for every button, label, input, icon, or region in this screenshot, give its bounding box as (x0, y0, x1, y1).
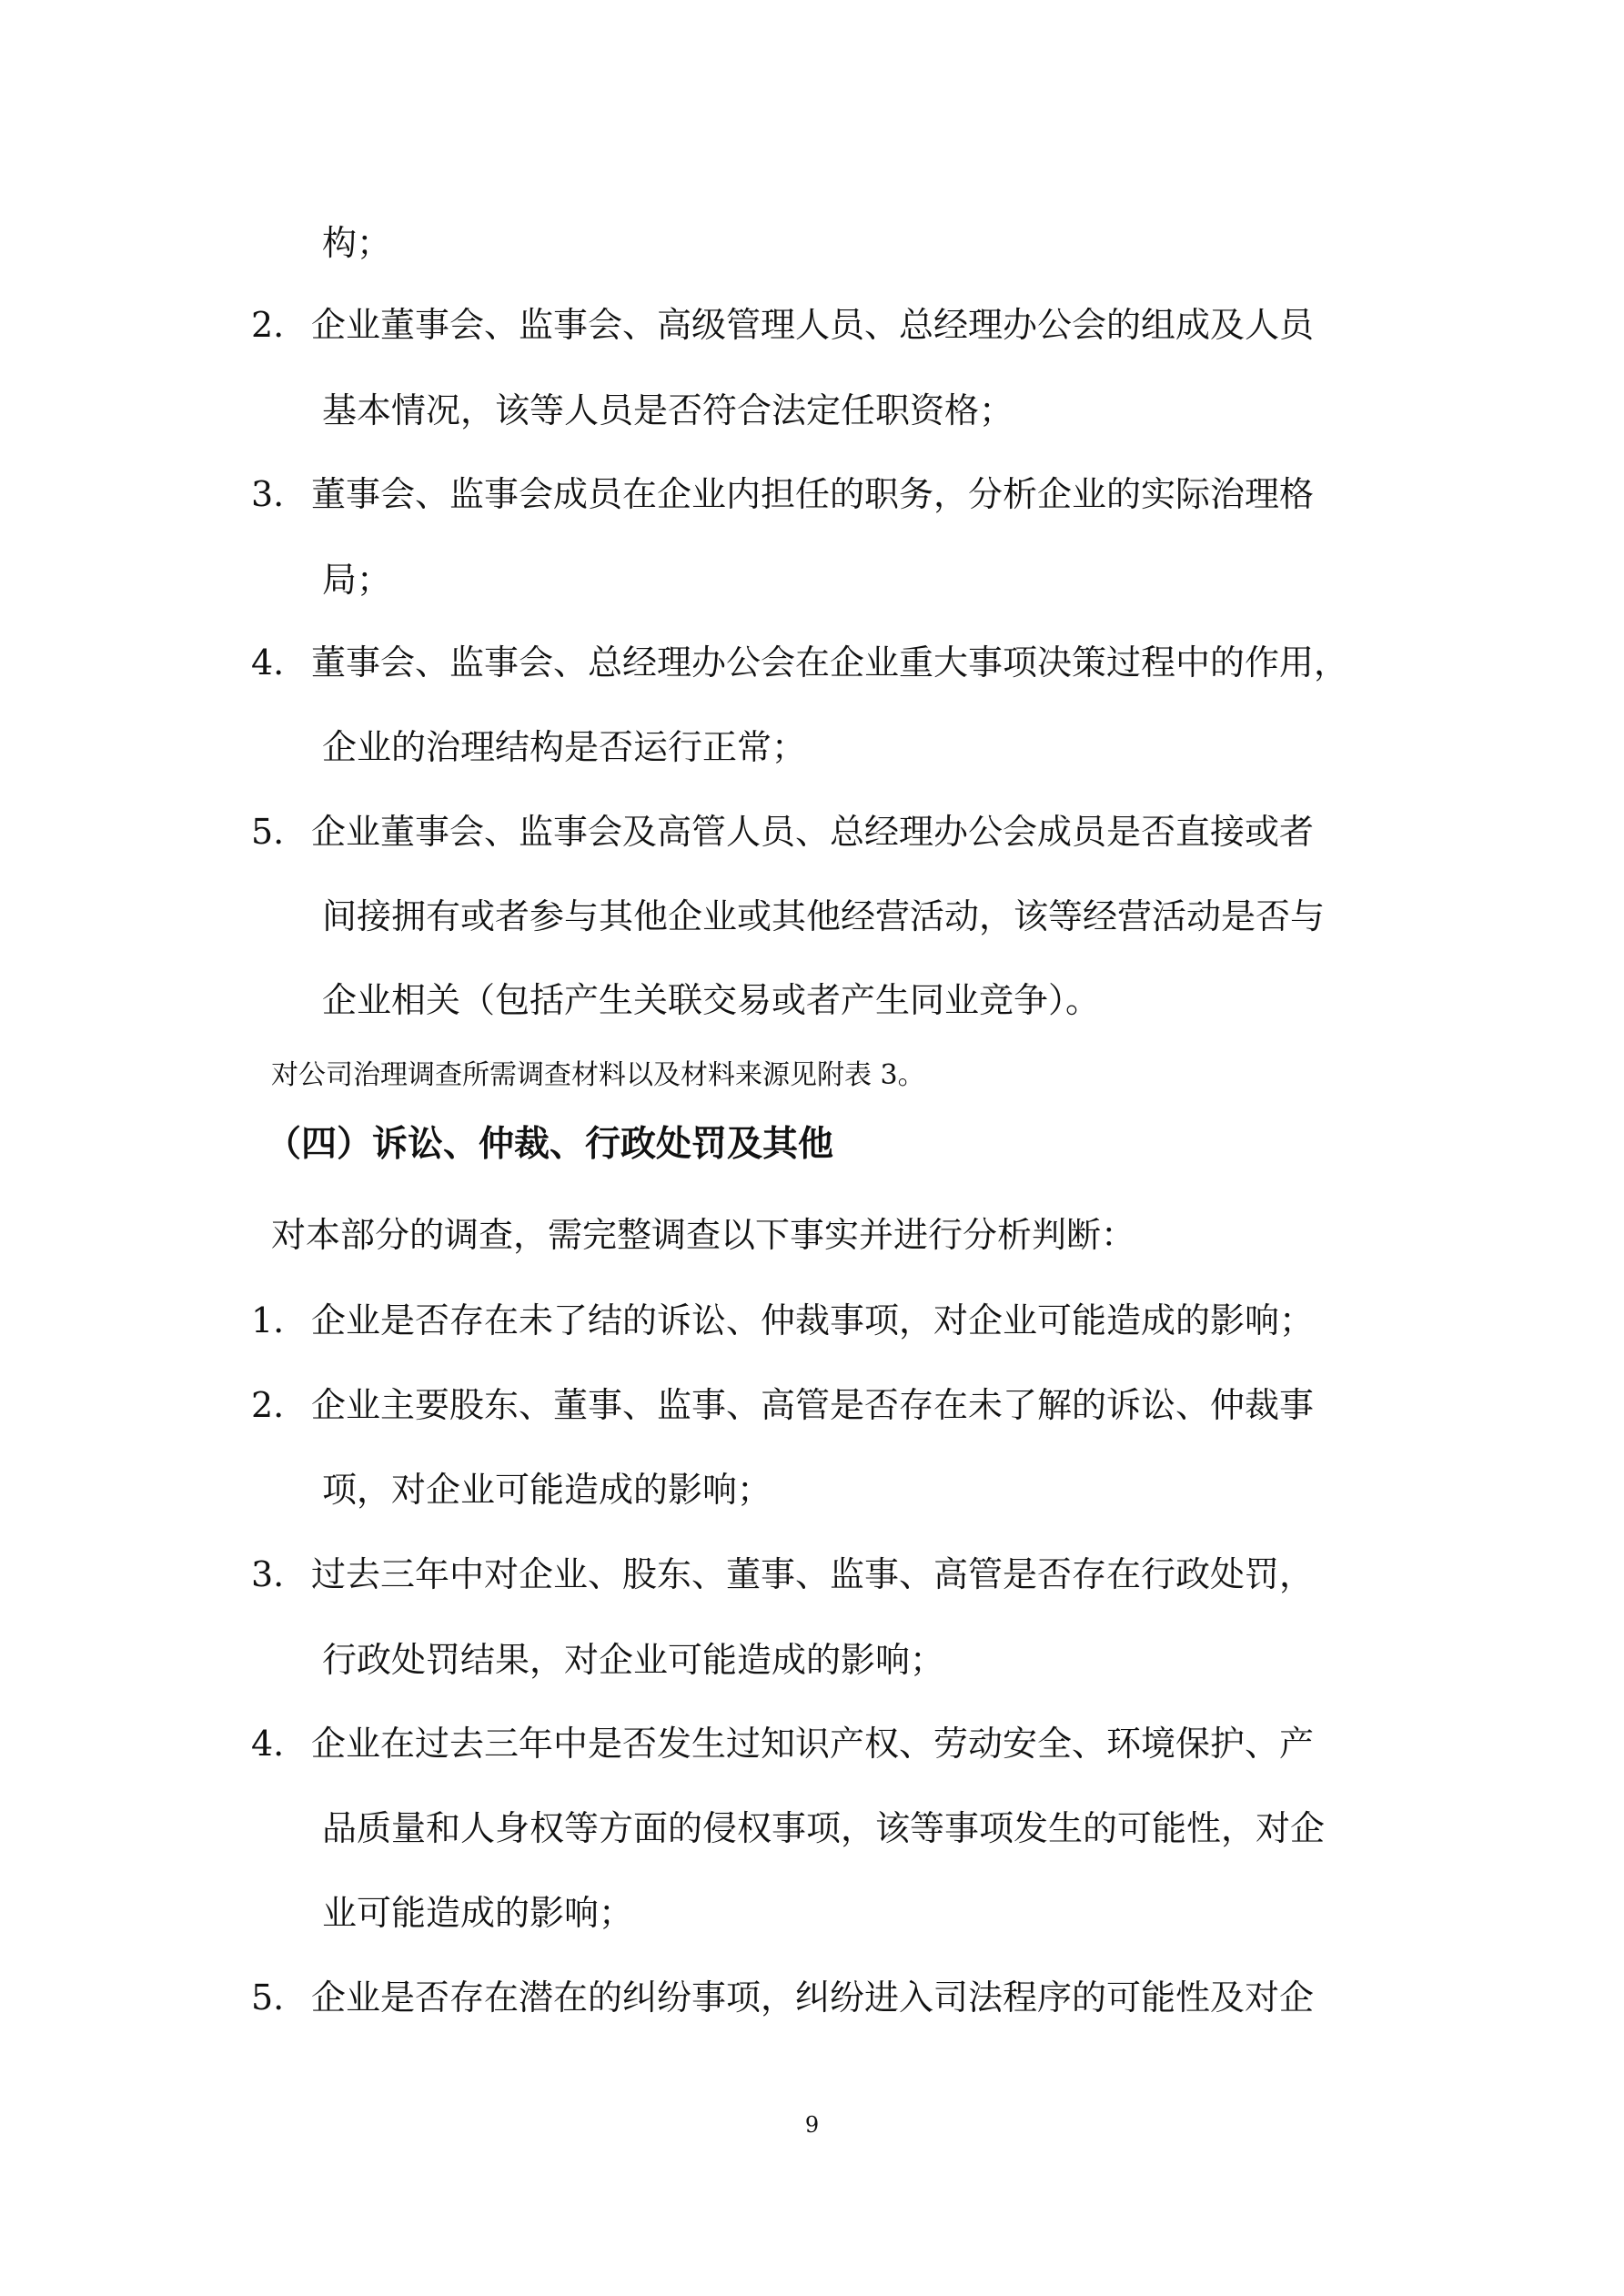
list-item-3 (251, 1553, 1314, 1595)
text-line: 企业相关（包括产生关联交易或者产生同业竞争）。 (322, 980, 1101, 1020)
text-line: 行政处罚结果，对企业可能造成的影响； (322, 1640, 945, 1680)
page-number: 9 (804, 2112, 820, 2138)
list-number: 3. (251, 1554, 285, 1594)
text-line: 品质量和人身权等方面的侵权事项，该等事项发生的可能性，对企 (322, 1808, 1326, 1848)
list-item-2 (251, 1384, 1314, 1426)
text-line-continuation (322, 1639, 944, 1681)
text-line-continuation (322, 895, 1325, 937)
list-item-5 (251, 1977, 1314, 2018)
text-line-continuation (322, 979, 1100, 1021)
intro-paragraph (271, 1214, 1135, 1256)
section-heading (266, 1123, 833, 1165)
text-line: 企业董事会、监事会及高管人员、总经理办公会成员是否直接或者 (311, 812, 1315, 852)
text-line: 董事会、监事会、总经理办公会在企业重大事项决策过程中的作用， (311, 642, 1349, 683)
list-number: 2. (251, 305, 285, 345)
text-line-continuation (322, 559, 391, 601)
list-number: 4. (251, 1724, 285, 1764)
text-line-continuation (322, 1807, 1325, 1849)
text-line: 间接拥有或者参与其他企业或其他经营活动，该等经营活动是否与 (322, 896, 1326, 936)
text-line: 企业是否存在潜在的纠纷事项，纠纷进入司法程序的可能性及对企 (311, 1977, 1315, 2018)
list-number: 5. (251, 1977, 285, 2018)
text-line: 项，对企业可能造成的影响； (322, 1470, 772, 1510)
text-line: 对本部分的调查，需完整调查以下事实并进行分析判断： (271, 1215, 1136, 1255)
list-number: 1. (251, 1300, 285, 1340)
text-line: 业可能造成的影响； (322, 1893, 634, 1933)
text-line-continuation (322, 222, 391, 264)
list-number: 4. (251, 642, 285, 683)
list-item-3 (251, 473, 1314, 515)
note-line (271, 1057, 925, 1094)
text-line: 企业董事会、监事会、高级管理人员、总经理办公会的组成及人员 (311, 305, 1315, 345)
text-line: 企业的治理结构是否运行正常； (322, 727, 807, 767)
text-line: 过去三年中对企业、股东、董事、监事、高管是否存在行政处罚， (311, 1554, 1315, 1594)
text-line: 局； (322, 560, 392, 600)
list-item-4 (251, 642, 1348, 683)
text-line-continuation (322, 1892, 633, 1934)
list-item-1 (251, 1300, 1314, 1341)
text-line: 企业主要股东、董事、监事、高管是否存在未了解的诉讼、仲裁事 (311, 1385, 1315, 1425)
list-item-5 (251, 811, 1314, 853)
text-line: 董事会、监事会成员在企业内担任的职务，分析企业的实际治理格 (311, 474, 1315, 514)
list-number: 5. (251, 812, 285, 852)
text-line: 企业在过去三年中是否发生过知识产权、劳动安全、环境保护、产 (311, 1724, 1315, 1764)
list-item-2 (251, 304, 1314, 346)
text-line-continuation (322, 726, 806, 768)
text-line: 构； (322, 223, 392, 263)
list-item-4 (251, 1723, 1314, 1765)
text-line: 基本情况，该等人员是否符合法定任职资格； (322, 390, 1014, 430)
text-line: 企业是否存在未了结的诉讼、仲裁事项，对企业可能造成的影响； (311, 1300, 1315, 1340)
text-line-continuation (322, 389, 1014, 431)
heading-text: （四）诉讼、仲裁、行政处罚及其他 (266, 1123, 834, 1165)
list-number: 2. (251, 1385, 285, 1425)
text-line: 对公司治理调查所需调查材料以及材料来源见附表 3。 (271, 1059, 925, 1091)
list-number: 3. (251, 474, 285, 514)
text-line-continuation (322, 1469, 772, 1511)
